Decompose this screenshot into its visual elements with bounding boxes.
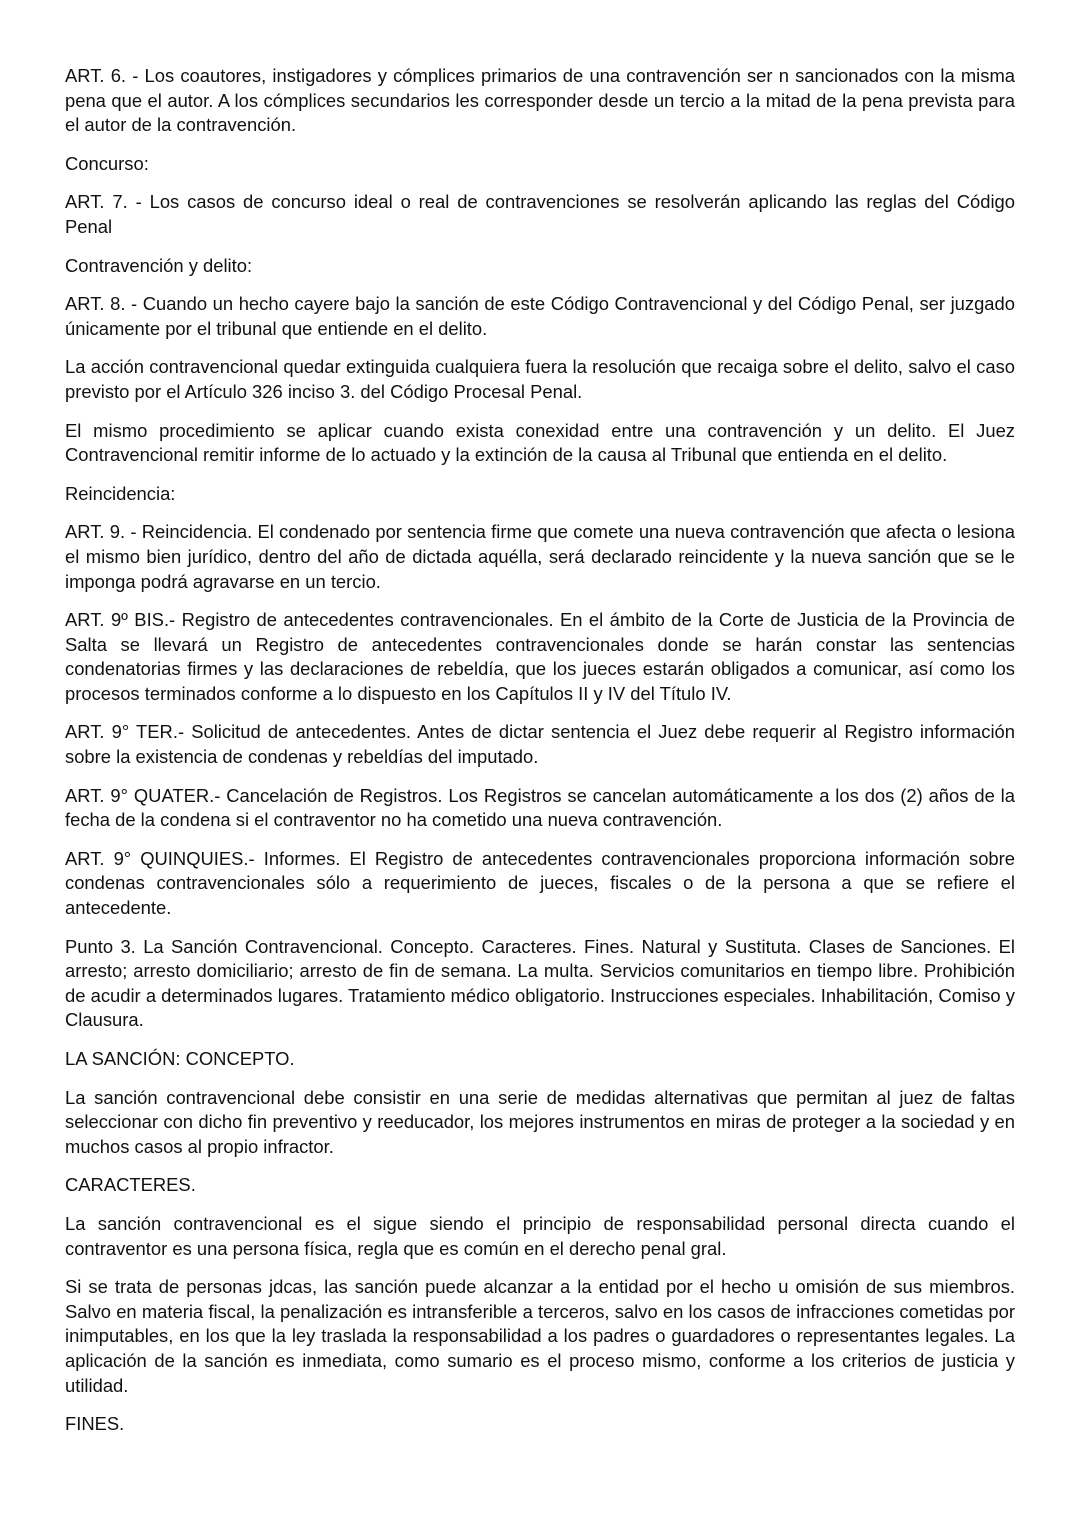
- heading-contravencion-y-delito: Contravención y delito:: [65, 254, 253, 276]
- paragraph-art-7: ART. 7. - Los casos de concurso ideal o real de contravenciones se resolverán aplicando las reglas del Código Penal: [65, 191, 1015, 237]
- document-page: [65, 64, 1015, 1451]
- heading-concurso: Concurso:: [65, 152, 149, 174]
- paragraph-art-8: ART. 8. - Cuando un hecho cayere bajo la sanción de este Código Contravencional y del Código Penal, ser juzgado únicamente por el tribunal que entiende en el delito.: [65, 293, 1015, 339]
- paragraph-art-9-quinquies: ART. 9° QUINQUIES.- Informes. El Registro de antecedentes contravencionales proporciona información sobre condenas contravencionales sólo a requerimiento de jueces, fiscales o de la persona a que se refiere el antecedente.: [65, 847, 1015, 919]
- paragraph-art-9: ART. 9. - Reincidencia. El condenado por sentencia firme que comete una nueva contravención que afecta o lesiona el mismo bien jurídico, dentro del año de dictada aquélla, será declarado reincidente y la nueva sanción que se le imponga podrá agravarse en un tercio.: [65, 521, 1015, 592]
- heading-reincidencia: Reincidencia:: [65, 482, 176, 504]
- paragraph-caracteres-2: Si se trata de personas jdcas, las sanción puede alcanzar a la entidad por el hecho u omisión de sus miembros. Salvo en materia fiscal, la penalización es intransferible a terceros, salvo en los casos de infracciones cometidas por inimputables, en los que la ley traslada la responsabilidad a los padres o guardadores o representantes legales. La aplicación de la sanción es inmediata, como sumario es el proceso mismo, conforme a los criterios de justicia y utilidad.: [65, 1276, 1015, 1396]
- paragraph-art-9-ter: ART. 9° TER.- Solicitud de antecedentes. Antes de dictar sentencia el Juez debe requerir al Registro información sobre la existencia de condenas y rebeldías del imputado.: [65, 721, 1015, 768]
- paragraph-punto-3: Punto 3. La Sanción Contravencional. Concepto. Caracteres. Fines. Natural y Sustituta. Clases de Sanciones. El arresto; arresto domiciliario; arresto de fin de semana. La multa. Servicios comunitarios en tiempo libre. Prohibición de acudir a determinados lugares. Tratamiento médico obligatorio. Instrucciones especiales. Inhabilitación, Comiso y Clausura.: [65, 935, 1015, 1031]
- paragraph-art-9-bis: ART. 9º BIS.- Registro de antecedentes contravencionales. En el ámbito de la Corte de Justicia de la Provincia de Salta se llevará un Registro de antecedentes contravencionales donde se harán constar las sentencias condenatorias firmes y las declaraciones de rebeldía, que los jueces estarán obligados a comunicar, así como los procesos terminados conforme a lo dispuesto en los Capítulos II y IV del Título IV.: [65, 609, 1015, 704]
- paragraph-sancion-concepto: La sanción contravencional debe consistir en una serie de medidas alternativas que permitan al juez de faltas seleccionar con dicho fin preventivo y reeducador, los mejores instrumentos en miras de proteger a la sociedad y en muchos casos al propio infractor.: [65, 1086, 1015, 1157]
- paragraph-art-9-quater: ART. 9° QUATER.- Cancelación de Registros. Los Registros se cancelan automáticamente a los dos (2) años de la fecha de la condena si el contraventor no ha cometido una nueva contravención.: [65, 784, 1015, 831]
- paragraph-accion-contravencional: La acción contravencional quedar extinguida cualquiera fuera la resolución que recaiga sobre el delito, salvo el caso previsto por el Artículo 326 inciso 3. del Código Procesal Penal.: [65, 356, 1015, 402]
- paragraph-caracteres-1: La sanción contravencional es el sigue siendo el principio de responsabilidad personal directa cuando el contraventor es una persona física, regla que es común en el derecho penal gral.: [65, 1212, 1015, 1259]
- paragraph-art-6: ART. 6. - Los coautores, instigadores y cómplices primarios de una contravención ser n sancionados con la misma pena que el autor. A los cómplices secundarios les corresponder desde un tercio a la mitad de la pena prevista para el autor de la contravención.: [65, 65, 1015, 136]
- heading-fines: FINES.: [65, 1413, 125, 1435]
- heading-la-sancion-concepto: LA SANCIÓN: CONCEPTO.: [65, 1048, 295, 1069]
- heading-caracteres: CARACTERES.: [65, 1174, 196, 1196]
- paragraph-mismo-procedimiento: El mismo procedimiento se aplicar cuando exista conexidad entre una contravención y un delito. El Juez Contravencional remitir informe de lo actuado y la extinción de la causa al Tribunal que entienda en el delito.: [65, 419, 1015, 466]
